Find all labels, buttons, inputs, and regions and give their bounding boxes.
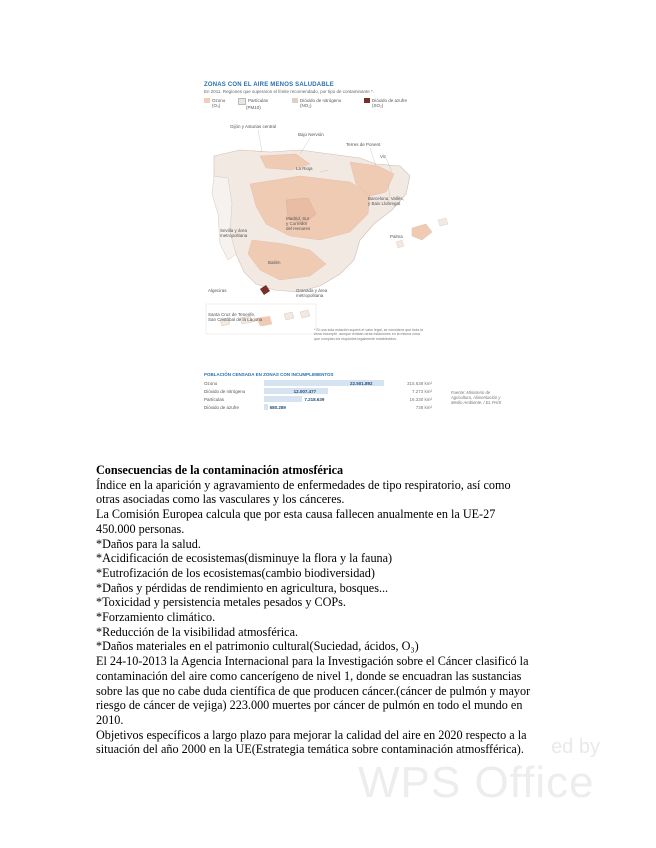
population-label: Dióxido de azufre bbox=[204, 405, 240, 410]
body-line: sobre las que no cabe duda científica de que producen cáncer.(cáncer de pulmón y mayor bbox=[96, 683, 531, 698]
population-row bbox=[204, 404, 434, 411]
no2-swatch bbox=[292, 98, 298, 103]
spain-map bbox=[200, 114, 502, 336]
label-algeciras: Algeciras bbox=[208, 288, 227, 293]
label-terres: Terres de Ponent bbox=[346, 142, 381, 147]
population-area: 7.273 km² bbox=[411, 389, 432, 394]
body-line: *Reducción de la visibilidad atmosférica. bbox=[96, 624, 299, 639]
wps-watermark bbox=[358, 736, 608, 806]
label-gijon: Gijón y Asturias central bbox=[230, 124, 277, 129]
so2-swatch bbox=[364, 98, 370, 103]
body-line: *Acidificación de ecosistemas(disminuye la flora y la fauna) bbox=[96, 551, 393, 566]
body-line: El 24-10-2013 la Agencia Internacional para la Investigación sobre el Cáncer clasificó la bbox=[96, 654, 529, 669]
legend-item-ozone: Ozono (O₃) bbox=[204, 98, 225, 108]
population-label: Ozono bbox=[204, 381, 218, 386]
label-barcelona: Barcelona, Vallès, y Baix Llobregat bbox=[368, 196, 404, 206]
legend-item-particles: Partículas (PM10) bbox=[238, 98, 268, 110]
body-line: 2010. bbox=[96, 712, 124, 727]
body-line: *Forzamiento climático. bbox=[96, 610, 216, 625]
population-area: 738 km² bbox=[415, 405, 432, 410]
particles-swatch bbox=[238, 98, 246, 105]
legend-item-no2: Dióxido de nitrógeno (NO₂) bbox=[292, 98, 341, 108]
leader-gijon bbox=[258, 130, 262, 152]
population-value: 12.007.477 bbox=[293, 388, 317, 394]
population-value: 580.289 bbox=[269, 404, 286, 410]
figure-title: ZONAS CON EL AIRE MENOS SALUDABLE bbox=[204, 82, 334, 88]
body-line: *Daños materiales en el patrimonio cultural(Suciedad, ácidos, O₃) bbox=[96, 639, 419, 654]
watermark-main-text: WPS Office bbox=[358, 758, 595, 807]
figure-source: Fuente: Ministerio de Agricultura, Alimentación y Medio Ambiente. / EL PAÍS bbox=[451, 390, 502, 405]
label-palma: Palma bbox=[390, 234, 403, 239]
population-bar bbox=[264, 404, 268, 410]
legend-item-so2: Dióxido de azufre (SO₂) bbox=[364, 98, 407, 108]
body-line: otras asociadas como las vasculares y los cánceres. bbox=[96, 492, 345, 507]
body-line: contaminación del aire como cancerígeno de nivel 1, donde se encuadran las sustancias bbox=[96, 668, 522, 683]
body-line: *Toxicidad y persistencia metales pesados y COPs. bbox=[96, 595, 346, 610]
label-bailen: Bailén bbox=[268, 260, 281, 265]
population-area: 16.330 km² bbox=[409, 397, 432, 402]
document-body bbox=[96, 463, 560, 757]
label-la-rioja: La Rioja bbox=[296, 166, 313, 171]
body-line: La Comisión Europea calcula que por esta causa fallecen anualmente en la UE-27 bbox=[96, 507, 496, 522]
section-heading: Consecuencias de la contaminación atmosférica bbox=[96, 463, 344, 477]
body-line: *Daños y pérdidas de rendimiento en agricultura, bosques... bbox=[96, 580, 389, 595]
body-line: situación del año 2000 en la UE(Estrategia temática sobre contaminación atmosfférica). bbox=[96, 742, 524, 757]
body-line: riesgo de cáncer de vejiga) 223.000 muertes por cáncer de pulmón en todo el mundo en bbox=[96, 698, 523, 713]
population-bar bbox=[264, 396, 302, 402]
population-area: 315.638 km² bbox=[406, 381, 432, 386]
mallorca-island bbox=[412, 224, 432, 240]
label-tenerife: Santa Cruz de Tenerife, San Cristóbal de la Laguna bbox=[208, 312, 263, 322]
label-vic: Vic bbox=[380, 154, 387, 159]
population-value: 22.501.892 bbox=[350, 380, 373, 386]
label-madrid: Madrid, Sur y Corredor del Henares bbox=[286, 216, 311, 231]
population-value: 7.218.639 bbox=[304, 396, 325, 402]
label-sevilla: Sevilla y área metropolitana bbox=[220, 228, 248, 238]
population-row bbox=[204, 396, 434, 403]
body-line: Índice en la aparición y agravamiento de enfermedades de tipo respiratorio, así como bbox=[96, 477, 511, 492]
ibiza-island bbox=[396, 240, 404, 248]
population-row bbox=[204, 380, 434, 387]
map-footnote: * Si una sola estación supera el valor legal, se considera que toda la zona incumple, aunque existan otras estaciones en la misma zona que cumplan los requisitos legalmente establecidos. bbox=[314, 328, 423, 341]
label-bajo-nervion: Bajo Nervión bbox=[298, 132, 324, 137]
menorca-island bbox=[438, 218, 448, 226]
body-line: *Eutrofización de los ecosistemas(cambio biodiversidad) bbox=[96, 565, 375, 580]
body-line: *Daños para la salud. bbox=[96, 536, 201, 551]
map-legend bbox=[204, 98, 500, 112]
figure-subtitle: En 2011. Regiones que superaron el límite recomendado, por tipo de contaminante *. bbox=[204, 89, 375, 94]
label-granada: Granada y área metropolitana bbox=[296, 288, 328, 298]
ozone-swatch bbox=[204, 98, 210, 103]
watermark-top-text: ed by bbox=[551, 736, 600, 758]
body-line: Objetivos específicos a largo plazo para mejorar la calidad del aire en 2020 respecto a la bbox=[96, 727, 527, 742]
body-line: 450.000 personas. bbox=[96, 521, 185, 536]
population-label: Partículas bbox=[204, 397, 225, 402]
air-quality-infographic bbox=[200, 78, 502, 418]
population-label: Dióxido de nitrógeno bbox=[204, 389, 246, 394]
population-row bbox=[204, 388, 434, 395]
population-title: POBLACIÓN CENSADA EN ZONAS CON INCUMPLIMIENTOS bbox=[204, 372, 334, 377]
